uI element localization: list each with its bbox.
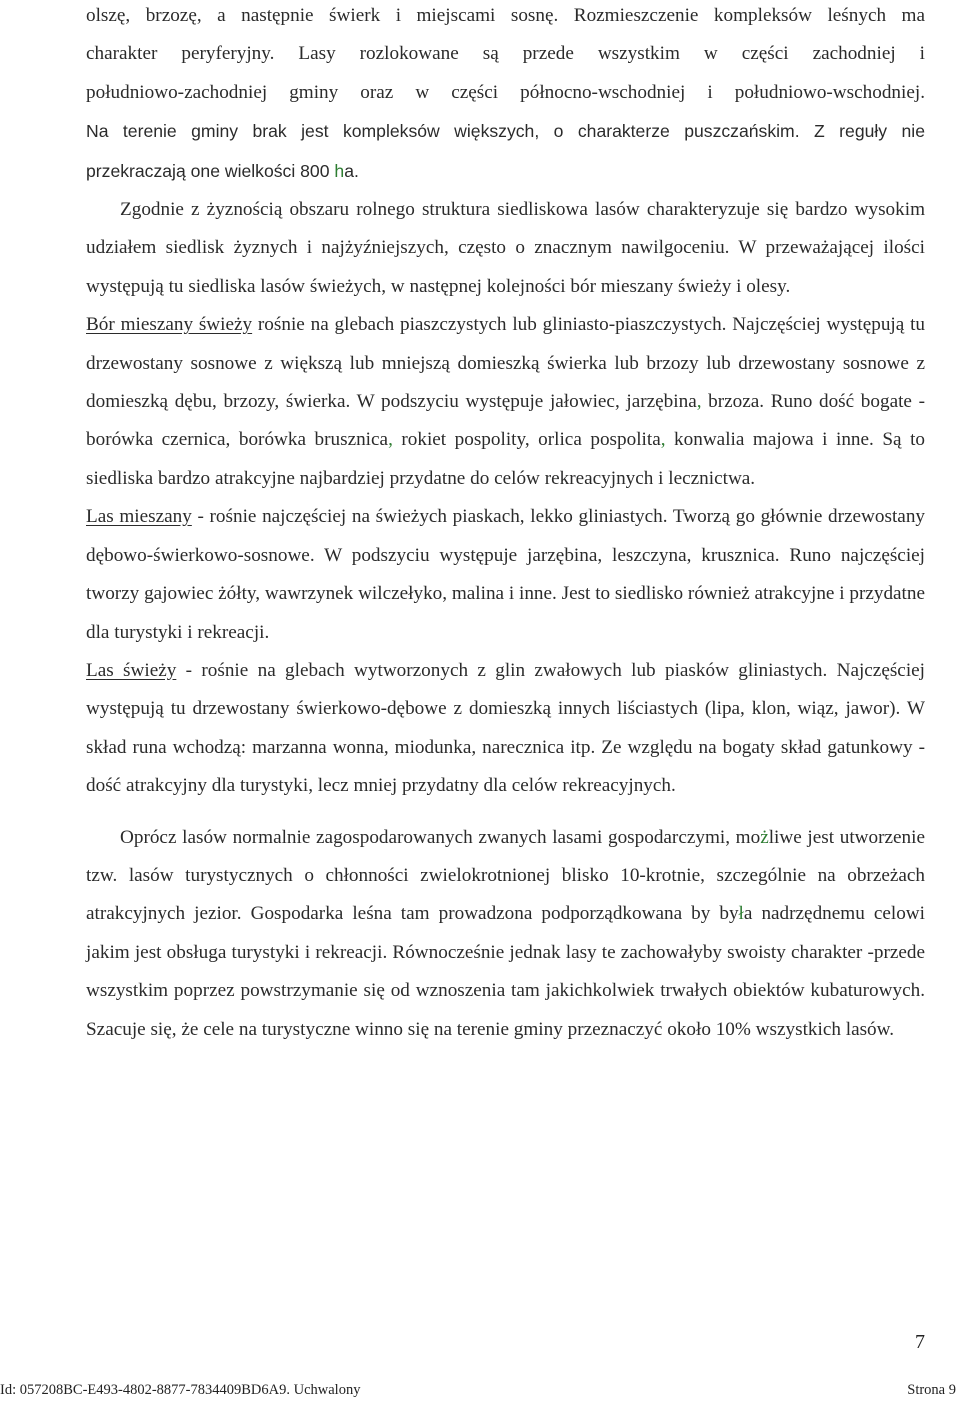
footer-page-label: Strona 9 [907,1382,956,1398]
term-bor-mieszany-swiezy: Bór mieszany świeży [86,314,253,336]
text-span: liwe jest utworzenie tzw. lasów turystycznych o chłonności zwielokrotnionej blisko 10-krotnie, szczególnie na obrzeżach atrakcyjnych jezior. Gospodarka leśna tam prowadzona podporządkowana by by [86,826,925,925]
text-span: a nadrzędnemu celowi jakim jest obsługa turystyki i rekreacji. Równocześnie jednak lasy te zachowałyby swoisty charakter -przede wszystkim poprzez powstrzymanie się od wznoszenia tam jakichkolwiek trwałych obiektów kubaturowych. Szacuje się, że cele na turystyczne winno się na terenie gminy przeznaczyć około 10% wszystkich lasów. [86,903,925,1040]
text-span: a. [344,160,359,181]
paragraph-habitat-structure [86,191,925,306]
text-span: rokiet pospolity, orlica pospolita [392,429,661,451]
text-span: południowo-zachodniej gminy oraz w części północno-wschodniej i południowo-wschodniej. [86,81,925,103]
text-span: rośnie na glebach piaszczystych lub gliniasto-piaszczystych. Najczęściej występują tu drzewostany sosnowe z większą lub mniejszą domieszką świerka lub brzozy lub drzewostany sosnowe z domieszką dębu, brzozy, świerka. W podszyciu występuje jałowiec, jarzębina [86,314,925,413]
text-line [86,152,925,191]
text-span: Z reguły nie [799,121,925,142]
text-span: olszę, brzozę, a następnie świerk i miejscami sosnę. Rozmieszczenie kompleksów leśnych ma [86,5,925,26]
text-span: - rośnie najczęściej na świeżych piaskach, lekko gliniastych. Tworzą go głównie drzewostany dębowo-świerkowo-sosnowe. W podszyciu występuje jarzębina, leszczyna, krusznica. Runo najczęściej tworzy gajowiec żółty, wawrzynek wilczełyko, malina i inne. Jest to siedlisko również atrakcyjne i przydatne dla turystyki i rekreacji. [86,506,926,643]
paragraph-gap [86,806,925,819]
green-text-span: ż [760,826,769,848]
text-line [86,35,925,73]
document-body [86,0,925,1049]
green-text-span: , [388,429,393,451]
text-span: brzoza. Runo dość bogate - borówka czernica, borówka brusznica [86,391,925,451]
text-line [86,74,925,112]
green-text-span: h [334,160,345,181]
paragraph-mixed-coniferous [86,306,925,498]
text-span: charakter peryferyjny. Lasy rozlokowane są przede wszystkim w części zachodniej i [86,43,925,65]
text-span: - rośnie na glebach wytworzonych z glin zwałowych lub piasków gliniastych. Najczęściej występują tu drzewostany świerkowo-dębowe z domieszką innych liściastych (lipa, klon, wiąz, jawor). W skład runa wchodzą: marzanna wonna, miodunka, narecznica itp. Ze względu na bogaty skład gatunkowy - dość atrakcyjny dla turystyki, lecz mniej przydatny dla celów rekreacyjnych. [86,659,925,797]
term-las-swiezy: Las świeży [86,659,177,681]
text-line [86,0,925,35]
text-span: Zgodnie z żyznością obszaru rolnego struktura siedliskowa lasów charakteryzuje się bardzo wysokim udziałem siedlisk żyznych i najżyźniejszych, często o znacznym nawilgoceniu. W przeważającej ilości występują tu siedliska lasów świeżych, w następnej kolejności bór mieszany świeży i olesy. [86,199,925,297]
term-las-mieszany: Las mieszany [86,506,192,528]
text-span: przekraczają one wielkości 800 [86,160,335,181]
green-text-span: , [696,391,702,413]
text-span: konwalia majowa i inne. Są to siedliska bardzo atrakcyjne najbardziej przydatne do celów rekreacyjnych i lecznictwa. [86,429,925,489]
paragraph-forest-distribution [86,0,925,191]
page-number: 7 [915,1331,925,1353]
text-span: Oprócz lasów normalnie zagospodarowanych zwanych lasami gospodarczymi, mo [120,826,761,848]
paragraph-tourist-forests [86,819,925,1049]
text-line [86,112,925,151]
green-text-span: , [660,429,666,451]
text-span: Na terenie gminy brak jest kompleksów większych, o charakterze puszczańskim. [86,121,800,142]
paragraph-fresh-forest [86,652,925,806]
footer-document-id: Id: 057208BC-E493-4802-8877-7834409BD6A9. Uchwalony [0,1382,361,1398]
green-text-span: ł [738,903,744,925]
paragraph-mixed-forest [86,498,925,652]
